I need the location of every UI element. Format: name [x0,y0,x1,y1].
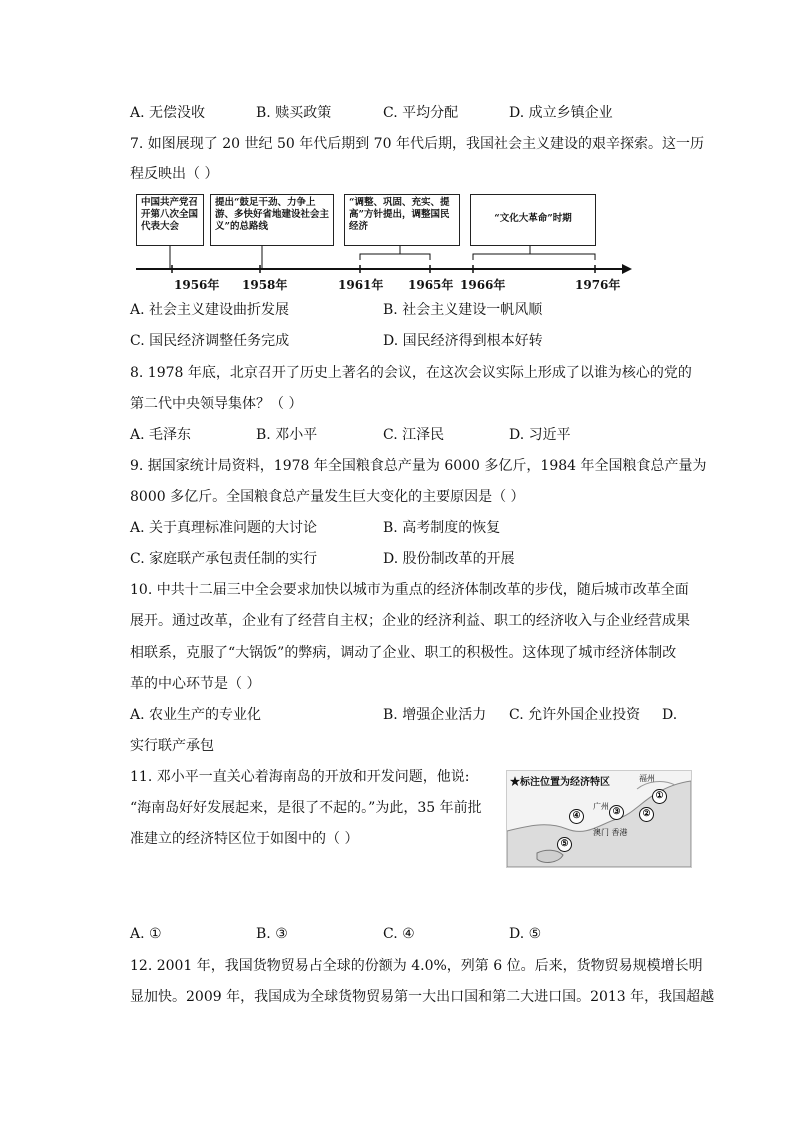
map-marker-1: ① [652,789,667,804]
year-label: 1976年 [575,278,621,292]
q11-option-b: B. ③ [256,926,288,942]
q9-stem-line: 9. 据国家统计局资料，1978 年全国粮食总产量为 6000 多亿斤，1984 年全国粮食总产量为 [130,458,707,474]
q8-stem-line: 第二代中央领导集体？（ ） [130,396,303,412]
q10-option-a: A. 农业生产的专业化 [130,707,262,723]
q10-option-c: C. 允许外国企业投资 [509,707,641,723]
q11-stem-line: 准建立的经济特区位于如图中的（ ） [130,831,359,847]
q7-option-a: A. 社会主义建设曲折发展 [130,302,290,318]
map-marker-5: ⑤ [557,837,572,852]
map-label-macau-hongkong: 澳门 香港 [593,828,628,837]
q11-stem-line: “海南岛好好发展起来，是很了不起的。”为此，35 年前批 [130,800,482,816]
timeline-box-1958: 提出“鼓足干劲、力争上游、多快好省地建设社会主义”的总路线 [210,194,334,246]
q12-stem-line: 显加快。2009 年，我国成为全球货物贸易第一大出口国和第二大进口国。2013 年，我国超越 [130,989,715,1005]
q10-stem-line: 10. 中共十二届三中全会要求加快以城市为重点的经济体制改革的步伐，随后城市改革全面 [130,582,689,598]
q8-stem-line: 8. 1978 年底，北京召开了历史上著名的会议，在这次会议实际上形成了以谁为核心的党的 [130,365,692,381]
map-marker-2: ② [639,807,654,822]
q9-option-b: B. 高考制度的恢复 [383,520,501,536]
year-label: 1956年 [174,278,220,292]
q9-stem-line: 8000 多亿斤。全国粮食总产量发生巨大变化的主要原因是（ ） [130,489,525,505]
year-label: 1961年 [338,278,384,292]
q11-sez-map [506,770,692,868]
year-label: 1965年 [408,278,454,292]
q11-stem-line: 11. 邓小平一直关心着海南岛的开放和开发问题，他说: [130,769,470,785]
q8-option-b: B. 邓小平 [256,427,318,443]
q8-option-a: A. 毛泽东 [130,427,192,443]
year-label: 1958年 [242,278,288,292]
q6-option-d: D. 成立乡镇企业 [509,105,613,121]
map-label-guangzhou: 广州 [593,802,609,811]
timeline-box-1956: 中国共产党召开第八次全国代表大会 [136,194,204,246]
q9-option-c: C. 家庭联产承包责任制的实行 [130,551,318,567]
q9-option-a: A. 关于真理标准问题的大讨论 [130,520,318,536]
q10-option-d-continued: 实行联产承包 [130,738,214,754]
q9-option-d: D. 股份制改革的开展 [383,551,515,567]
q8-option-d: D. 习近平 [509,427,571,443]
q10-stem-line: 相联系，克服了“大锅饭”的弊病，调动了企业、职工的积极性。这体现了城市经济体制改 [130,645,677,661]
map-marker-3: ③ [609,805,624,820]
q8-option-c: C. 江泽民 [383,427,445,443]
q10-stem-line: 革的中心环节是（ ） [130,676,261,692]
q11-option-c: C. ④ [383,926,415,942]
q7-option-d: D. 国民经济得到根本好转 [383,333,543,349]
q10-stem-line: 展开。通过改革，企业有了经营自主权；企业的经济利益、职工的经济收入与企业经营成果 [130,613,690,629]
q7-stem-line: 程反映出（ ） [130,166,219,182]
q7-stem-line: 7. 如图展现了 20 世纪 50 年代后期到 70 年代后期，我国社会主义建设的艰辛探索。这一历 [130,136,704,152]
map-label-fuzhou: 福州 [639,774,655,783]
q7-timeline-figure [130,190,635,298]
q6-option-c: C. 平均分配 [383,105,459,121]
q7-option-c: C. 国民经济调整任务完成 [130,333,290,349]
timeline-box-1961-1965: “调整、巩固、充实、提高”方针提出，调整国民经济 [344,194,460,246]
q6-option-a: A. 无偿没收 [130,105,206,121]
map-marker-4: ④ [569,809,584,824]
q6-option-b: B. 赎买政策 [256,105,332,121]
q11-option-a: A. ① [130,926,162,942]
q10-option-b: B. 增强企业活力 [383,707,487,723]
timeline-box-1966-1976: “文化大革命”时期 [470,194,596,246]
q7-option-b: B. 社会主义建设一帆风顺 [383,302,543,318]
map-legend: ★标注位置为经济特区 [510,777,610,788]
year-label: 1966年 [460,278,506,292]
q11-option-d: D. ⑤ [509,926,542,942]
q10-option-d: D. [662,707,678,723]
q12-stem-line: 12. 2001 年，我国货物贸易占全球的份额为 4.0%，列第 6 位。后来，货物贸易规模增长明 [130,958,703,974]
